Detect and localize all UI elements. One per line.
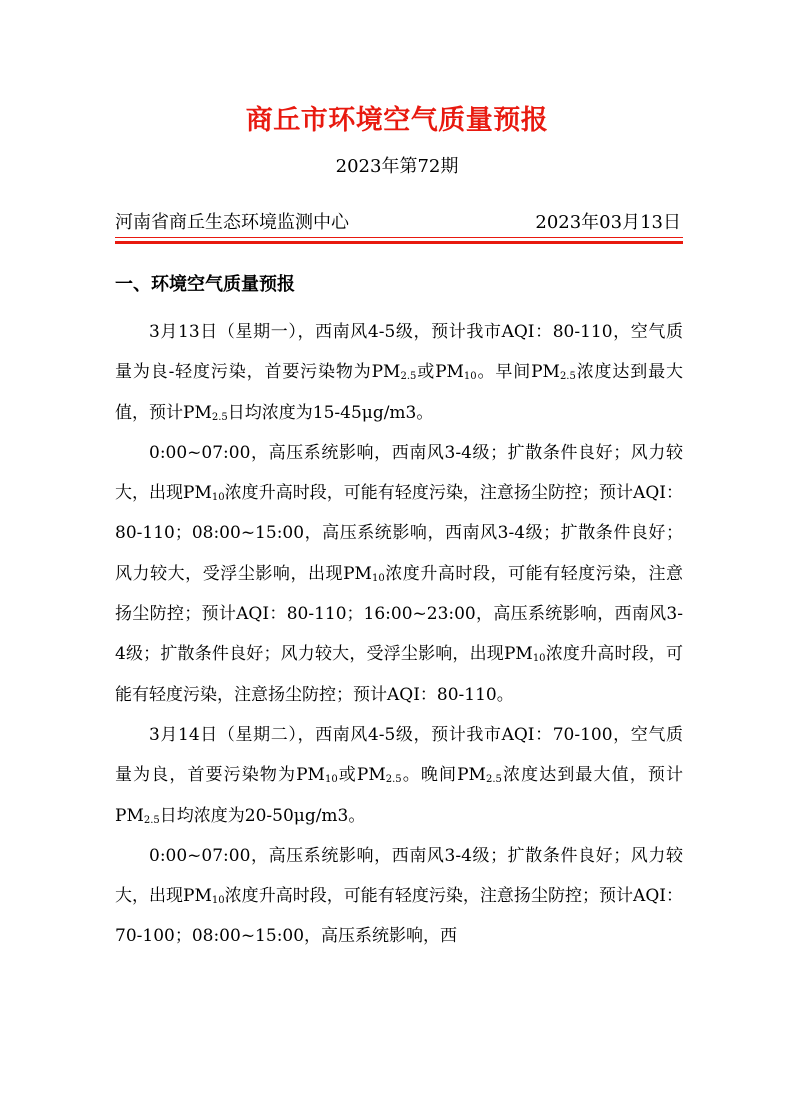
forecast-body <box>115 312 683 957</box>
header-divider-thin <box>115 237 683 238</box>
issuing-organization: 河南省商丘生态环境监测中心 <box>115 212 349 233</box>
paragraph-mar14-hourly: 0:00~07:00，高压系统影响，西南风3-4级；扩散条件良好；风力较大，出现$PM_{10}$浓度升高时段，可能有轻度污染，注意扬尘防控；预计AQI：70-100；08:00~15:00，高压系统影响，西 <box>115 845 683 947</box>
section-heading: 一、环境空气质量预报 <box>115 274 295 295</box>
issue-number: 2023年第72期 <box>335 156 459 177</box>
issue-date: 2023年03月13日 <box>535 212 681 233</box>
paragraph-mar13-summary: 3月13日（星期一），西南风4-5级，预计我市AQI：80-110，空气质量为良-轻度污染，首要污染物为$PM_{2.5}$或$PM_{10}$。早间$PM_{2.5}$浓度达到最大值，预计$PM_{2.5}$日均浓度为15-45μg/m3。 <box>115 322 683 423</box>
report-title: 商丘市环境空气质量预报 <box>245 105 549 136</box>
paragraph-mar14-summary: 3月14日（星期二），西南风4-5级，预计我市AQI：70-100，空气质量为良，首要污染物为$PM_{10}$或$PM_{2.5}$。晚间$PM_{2.5}$浓度达到最大值，预计$PM_{2.5}$日均浓度为20-50μg/m3。 <box>115 724 683 826</box>
header-divider-thick <box>115 241 683 244</box>
paragraph-mar13-hourly: 0:00~07:00，高压系统影响，西南风3-4级；扩散条件良好；风力较大，出现$PM_{10}$浓度升高时段，可能有轻度污染，注意扬尘防控；预计AQI：80-110；08:00~15:00，高压系统影响，西南风3-4级；扩散条件良好；风力较大，受浮尘影响，出现$PM_{10}$浓度升高时段，可能有轻度污染，注意扬尘防控；预计AQI：80-110；16:00~23:00，高压系统影响，西南风3-4级；扩散条件良好；风力较大，受浮尘影响，出现$PM_{10}$浓度升高时段，可能有轻度污染，注意扬尘防控；预计AQI：80-110。 <box>115 442 683 705</box>
